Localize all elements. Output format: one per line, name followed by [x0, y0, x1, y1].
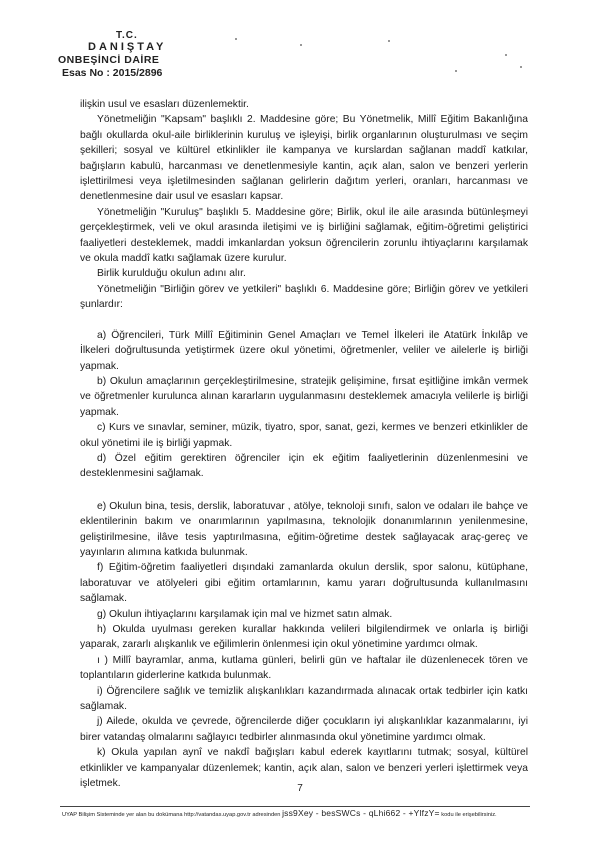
paragraph: Birlik kurulduğu okulun adını alır. — [97, 268, 246, 280]
scan-speck — [520, 66, 522, 68]
footer-text: UYAP Bilişim Sisteminde yer alan bu dokümana http://vatandas.uyap.gov.tr adresinden — [62, 812, 281, 818]
footer-text-end: kodu ile erişebilirsiniz. — [441, 812, 497, 818]
scan-speck — [455, 70, 457, 72]
list-item: ı ) Millî bayramlar, anma, kutlama günleri, belirli gün ve haftalar ile düzenlenecek tören ve toplantıların giderlerine katkıda bulunmak. — [80, 654, 528, 682]
header-chamber: ONBEŞİNCİ DAİRE — [58, 54, 160, 66]
paragraph: Yönetmeliğin "Birliğin görev ve yetkileri" başlıklı 6. Maddesine göre; Birliğin görev ve yetkileri şunlardır: — [80, 283, 528, 311]
list-item: i) Öğrencilere sağlık ve temizlik alışkanlıkları kazandırmada alınacak ortak tedbirler için katkı sağlamak. — [80, 685, 528, 713]
list-item: d) Özel eğitim gerektiren öğrenciler için ek eğitim faaliyetlerinin düzenlenmesini ve desteklenmesini sağlamak. — [80, 452, 528, 480]
scan-speck — [300, 44, 302, 46]
scan-speck — [235, 38, 237, 40]
header-case-number: Esas No : 2015/2896 — [62, 67, 163, 79]
list-item: j) Ailede, okulda ve çevrede, öğrencilerde diğer çocukların iyi alışkanlıklar kazanmalarını, iyi birer vatandaş olmalarını sağlayıcı tedbirler alınmasında okul yönetimine yardımcı olmak. — [80, 716, 528, 743]
list-item: a) Öğrencileri, Türk Millî Eğitiminin Genel Amaçları ve Temel İlkeleri ile Atatürk İnkılâp ve İlkeleri doğrultusunda yetiştirmek üzere okul yönetimi, öğretmenler, veliler ve ailelerle iş birliği yapmak. — [80, 329, 528, 372]
footer-divider — [60, 806, 530, 807]
list-item: k) Okula yapılan aynî ve nakdî bağışları kabul ederek kayıtlarını tutmak; sosyal, kültürel etkinlikler ve kampanyalar düzenlemek; kantin, açık alan, salon ve benzeri yerleri işlettirmek veya işletmek. — [80, 747, 528, 790]
list-item: g) Okulun ihtiyaçlarını karşılamak için mal ve hizmet satın almak. — [97, 608, 393, 620]
scan-speck — [388, 40, 390, 42]
verification-code: jss9Xey - besSWCs - qLhi662 - +YlfzY= — [282, 808, 440, 818]
page-number: 7 — [297, 783, 303, 794]
header-tc: T.C. — [116, 30, 138, 41]
footer — [62, 808, 542, 818]
list-item: b) Okulun amaçlarının gerçekleştirilmesine, stratejik gelişimine, fırsat eşitliğine imkân vermek ve öğretmenler kurulunca alınan kararların uygulanmasını desteklemek amacıyla velilerle iş birliği yapmak. — [80, 375, 528, 418]
paragraph: Yönetmeliğin "Kapsam" başlıklı 2. Maddesine göre; Bu Yönetmelik, Millî Eğitim Bakanlığına bağlı okullarda okul-aile birliklerinin kuruluş ve işleyişi, birlik organlarının oluşturulması ve seçim şekilleri; sosyal ve kültürel etkinlikler ile kampanya ve kurslardan sağlanan maddî katkılar, bağışların kabulü, harcanması ve denetlenmesiyle kantin, açık alan, salon ve benzeri yerlerin işlettirilmesi veya işletilmesinden sağlanan gelirlerin dağıtım yerleri, oranları, harcanması ve denetlenmesine dair usul ve esasları kapsar. — [80, 114, 528, 203]
document-body — [80, 97, 528, 791]
paragraph: Yönetmeliğin "Kuruluş" başlıklı 5. Maddesine göre; Birlik, okul ile aile arasında bütünleşmeyi gerçekleştirmek, veli ve okul arasında iletişimi ve iş birliğini sağlamak, eğitim-öğretimi geliştirici faaliyetleri desteklemek, maddi imkanlardan yoksun öğrencilerin zorunlu ihtiyaçlarını karşılamak ve okula maddî katkı sağlamak üzere kurulur. — [80, 206, 528, 265]
list-item: f) Eğitim-öğretim faaliyetleri dışındaki zamanlarda okulun derslik, spor salonu, kütüphane, laboratuvar ve atölyeleri gibi eğitim ortamlarının, kamu yararı doğrultusunda kullanılmasını sağlamak. — [80, 562, 528, 605]
list-item: c) Kurs ve sınavlar, seminer, müzik, tiyatro, spor, sanat, gezi, kermes ve benzeri etkinlikler de okul yönetimi ile iş birliği yapmak. — [80, 422, 528, 449]
scan-speck — [505, 54, 507, 56]
list-item: e) Okulun bina, tesis, derslik, laboratuvar , atölye, teknoloji sınıfı, salon ve odaları ile bahçe ve eklentilerinin bakım ve onarımlarının yapılmasına, teknolojik donanımlarının yenilenmesine, geliştirilmesine, ilâve tesis yaptırılmasına, eğitim-öğretime destek sağlayacak araç-gereç ve yayınların alımına katkıda bulunmak. — [80, 500, 528, 558]
header-court-name: DANIŞTAY — [88, 41, 167, 53]
list-item: h) Okulda uyulması gereken kurallar hakkında velileri bilgilendirmek ve onlarla iş birliği yaparak, zararlı alışkanlık ve eğilimlerin önlenmesi için okul yönetimine yardımcı olmak. — [80, 624, 528, 651]
paragraph: ilişkin usul ve esasları düzenlemektir. — [80, 99, 249, 110]
